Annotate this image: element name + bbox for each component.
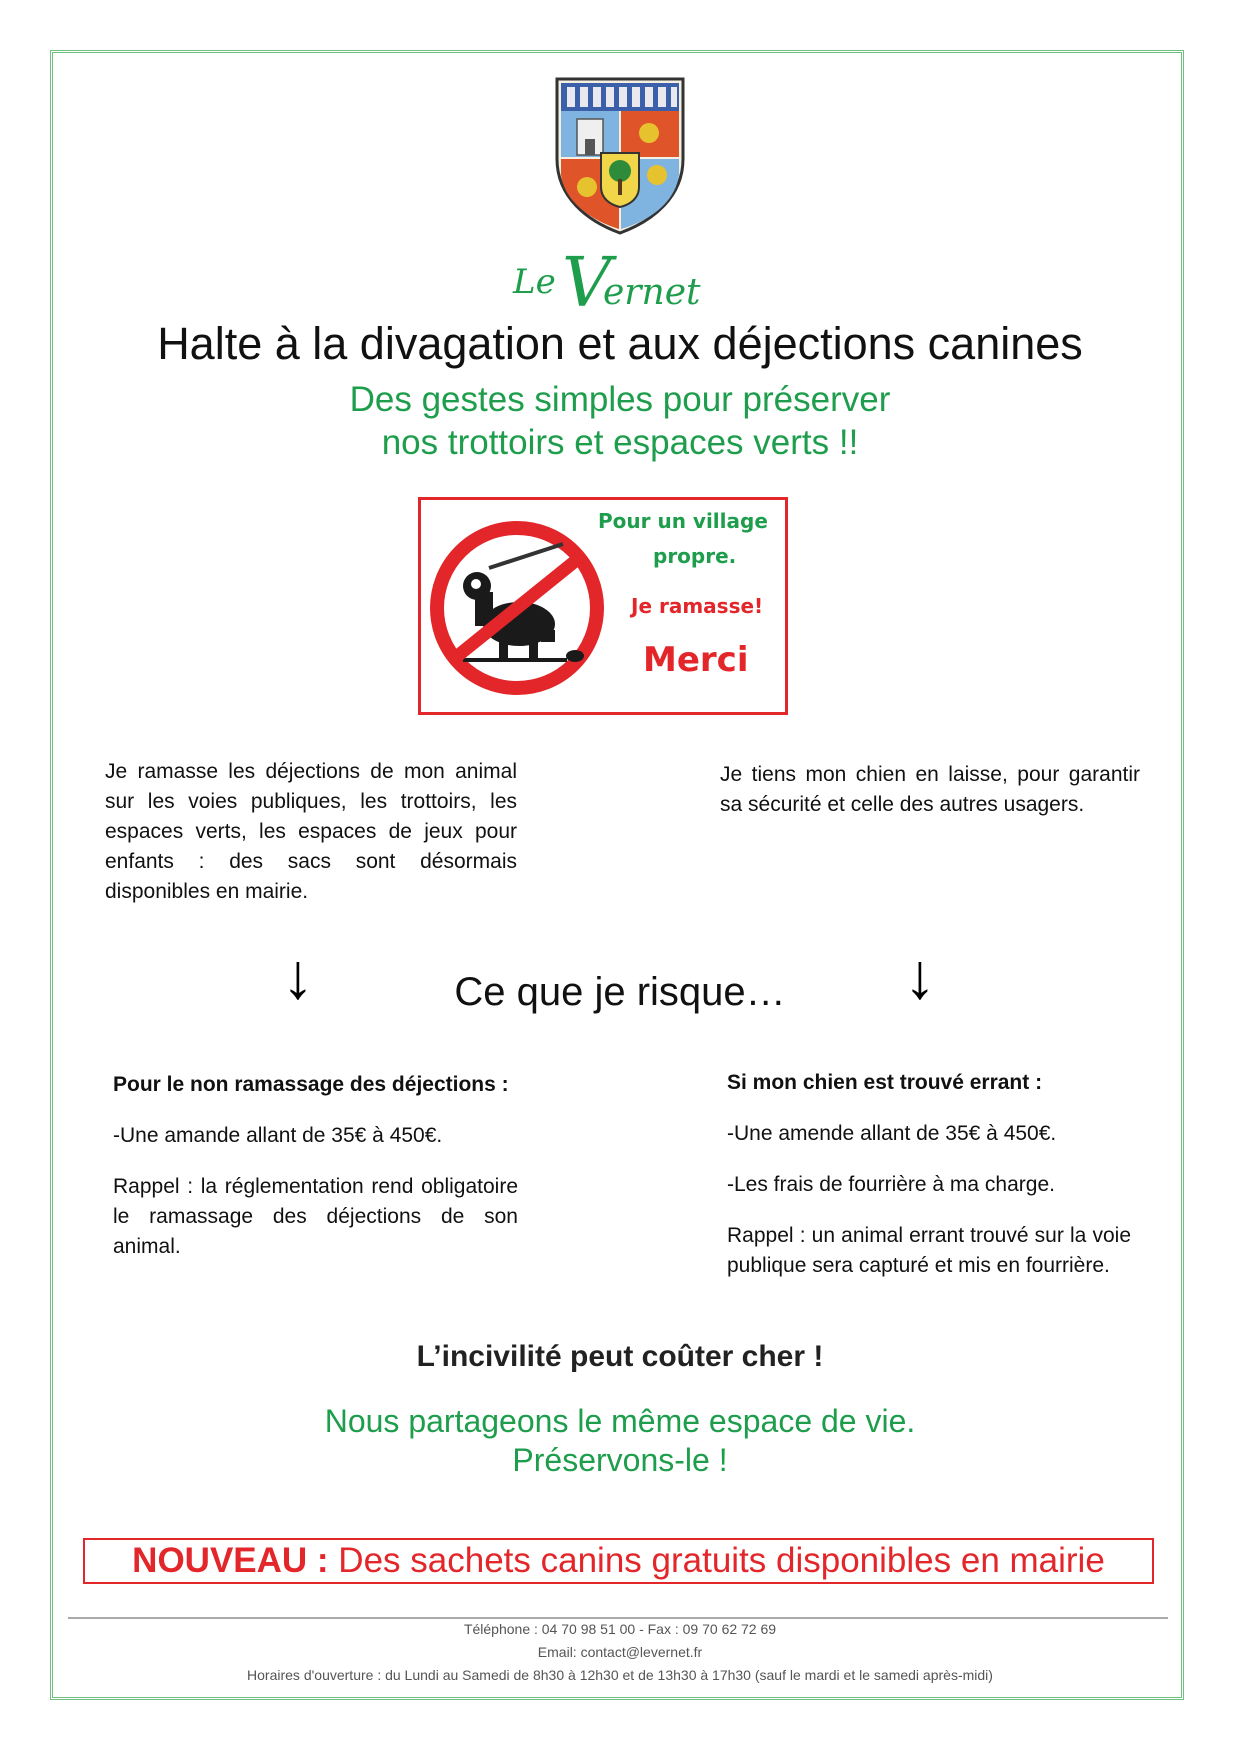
right-penalty-fees: -Les frais de fourrière à ma charge.	[727, 1173, 1055, 1196]
intro-right-paragraph: Je tiens mon chien en laisse, pour garantir sa sécurité et celle des autres usagers.	[720, 763, 1140, 816]
new-bags-banner	[83, 1538, 1154, 1584]
left-penalty-fine: -Une amande allant de 35€ à 450€.	[113, 1124, 443, 1147]
brand-le: Le	[513, 262, 556, 302]
shared-space-line-2: Préservons-le !	[512, 1442, 728, 1478]
subtitle-line-1: Des gestes simples pour préserver	[349, 380, 891, 419]
coat-of-arms-icon	[553, 75, 687, 237]
arrow-down-icon: ↓	[282, 940, 314, 1012]
right-penalty-heading: Si mon chien est trouvé errant :	[727, 1071, 1043, 1094]
left-penalty-reminder: Rappel : la réglementation rend obligatoire le ramassage des déjections de son animal.	[113, 1175, 518, 1258]
right-penalty-column	[727, 1068, 1131, 1302]
right-penalty-reminder: Rappel : un animal errant trouvé sur la voie publique sera capturé et mis en fourrière.	[727, 1224, 1131, 1277]
sign-line-3: Je ramasse!	[631, 594, 764, 618]
sign-line-4: Merci	[643, 640, 749, 680]
page-title: Halte à la divagation et aux déjections canines	[157, 318, 1083, 369]
page-subtitle	[0, 378, 1240, 464]
sign-line-2: propre.	[653, 544, 737, 568]
risk-title: Ce que je risque…	[454, 970, 786, 1014]
footer-hours: Horaires d'ouverture : du Lundi au Samedi de 8h30 à 12h30 et de 13h30 à 17h30 (sauf le mardi et le samedi après-midi)	[247, 1667, 993, 1683]
footer-divider	[68, 1617, 1168, 1619]
footer-phone: Téléphone : 04 70 98 51 00 - Fax : 09 70 62 72 69	[463, 1621, 777, 1637]
shared-space-message	[0, 1402, 1240, 1480]
footer-email: Email: contact@levernet.fr	[537, 1644, 703, 1660]
shared-space-line-1: Nous partageons le même espace de vie.	[324, 1403, 916, 1439]
intro-left-paragraph: Je ramasse les déjections de mon animal sur les voies publiques, les trottoirs, les espaces verts, les espaces de jeux pour enfants : des sacs sont désormais disponibles en mairie.	[105, 760, 517, 903]
clean-village-sign	[418, 497, 788, 715]
banner-text: Des sachets canins gratuits disponibles en mairie	[328, 1541, 1105, 1580]
incivility-warning: L’incivilité peut coûter cher !	[416, 1340, 824, 1373]
arrow-down-icon: ↓	[904, 940, 936, 1012]
subtitle-line-2: nos trottoirs et espaces verts !!	[381, 423, 859, 462]
no-dog-fouling-icon	[429, 508, 619, 706]
left-penalty-column	[113, 1070, 518, 1283]
right-penalty-fine: -Une amende allant de 35€ à 450€.	[727, 1122, 1057, 1145]
brand-v: V	[562, 244, 612, 323]
sign-line-1: Pour un village	[598, 509, 768, 533]
banner-label: NOUVEAU :	[132, 1541, 329, 1580]
brand-logo	[505, 244, 745, 323]
left-penalty-heading: Pour le non ramassage des déjections :	[113, 1073, 509, 1096]
brand-ernet: ernet	[603, 272, 701, 313]
